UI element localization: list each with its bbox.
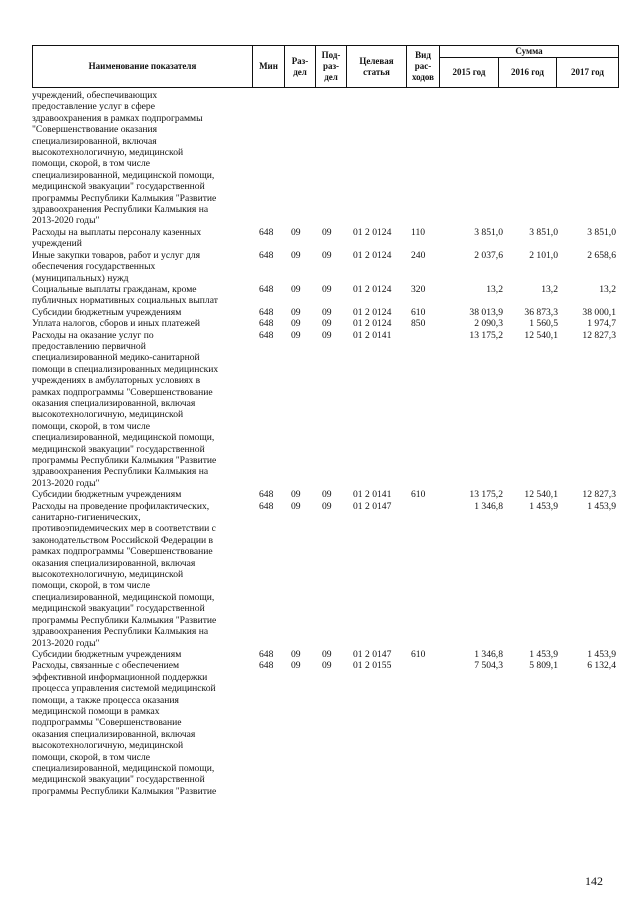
header-min: Мин bbox=[253, 46, 285, 88]
row-target-article: 01 2 0141 bbox=[353, 489, 392, 501]
row-expense-type: 610 bbox=[411, 489, 426, 501]
header-razdel: Раз- дел bbox=[285, 46, 316, 88]
row-name: Субсидии бюджетным учреждениям bbox=[32, 306, 182, 318]
row-expense-type: 110 bbox=[411, 226, 426, 238]
table-row bbox=[32, 489, 622, 500]
row-sum-2016: 1 453,9 bbox=[529, 648, 558, 660]
row-min: 648 bbox=[259, 660, 274, 672]
row-sum-2016: 1 453,9 bbox=[529, 500, 558, 512]
header-summa: Сумма bbox=[440, 46, 619, 58]
row-sum-2017: 6 132,4 bbox=[587, 660, 616, 672]
row-podrazdel: 09 bbox=[322, 500, 332, 512]
row-podrazdel: 09 bbox=[322, 660, 332, 672]
row-name: Социальные выплаты гражданам, кроме публичных нормативных социальных выплат bbox=[32, 283, 218, 307]
row-expense-type: 610 bbox=[411, 306, 426, 318]
row-name: Субсидии бюджетным учреждениям bbox=[32, 489, 182, 501]
row-podrazdel: 09 bbox=[322, 249, 332, 261]
row-razdel: 09 bbox=[291, 660, 301, 672]
row-podrazdel: 09 bbox=[322, 329, 332, 341]
row-razdel: 09 bbox=[291, 329, 301, 341]
row-min: 648 bbox=[259, 306, 274, 318]
header-2016: 2016 год bbox=[499, 58, 557, 88]
row-razdel: 09 bbox=[291, 249, 301, 261]
row-podrazdel: 09 bbox=[322, 283, 332, 295]
row-min: 648 bbox=[259, 226, 274, 238]
header-cs: Целевая статья bbox=[347, 46, 407, 88]
row-name: Субсидии бюджетным учреждениям bbox=[32, 648, 182, 660]
row-name: Уплата налогов, сборов и иных платежей bbox=[32, 318, 201, 330]
row-sum-2015: 1 346,8 bbox=[474, 500, 503, 512]
row-sum-2017: 1 453,9 bbox=[587, 500, 616, 512]
row-sum-2017: 13,2 bbox=[599, 283, 616, 295]
row-target-article: 01 2 0147 bbox=[353, 500, 392, 512]
row-sum-2017: 2 658,6 bbox=[587, 249, 616, 261]
row-min: 648 bbox=[259, 489, 274, 501]
row-razdel: 09 bbox=[291, 648, 301, 660]
row-sum-2015: 13 175,2 bbox=[469, 489, 503, 501]
row-target-article: 01 2 0124 bbox=[353, 283, 392, 295]
row-podrazdel: 09 bbox=[322, 306, 332, 318]
row-sum-2015: 1 346,8 bbox=[474, 648, 503, 660]
row-name: Расходы, связанные с обеспечением эффективной информационной поддержки процесса управления системой медицинской помощи, а также процесса оказания медицинской помощи в рамках подпрограммы "Совершенствование оказания специализированной, включая высокотехнологичную, медицинской помощи, скорой, в том числе специализированной, медицинской помощи, медицинской эвакуации" государственной программы Республики Калмыкия "Развитие bbox=[32, 660, 217, 797]
table-row bbox=[32, 660, 622, 797]
row-podrazdel: 09 bbox=[322, 226, 332, 238]
table-row bbox=[32, 318, 622, 329]
row-target-article: 01 2 0124 bbox=[353, 306, 392, 318]
header-2017: 2017 год bbox=[557, 58, 619, 88]
table-row bbox=[32, 90, 622, 227]
row-podrazdel: 09 bbox=[322, 489, 332, 501]
row-sum-2015: 3 851,0 bbox=[474, 226, 503, 238]
header-2015: 2015 год bbox=[440, 58, 499, 88]
row-expense-type: 610 bbox=[411, 648, 426, 660]
row-razdel: 09 bbox=[291, 283, 301, 295]
row-razdel: 09 bbox=[291, 489, 301, 501]
row-min: 648 bbox=[259, 283, 274, 295]
page-number: 142 bbox=[585, 874, 603, 888]
row-razdel: 09 bbox=[291, 306, 301, 318]
row-sum-2016: 36 873,3 bbox=[524, 306, 558, 318]
row-target-article: 01 2 0124 bbox=[353, 318, 392, 330]
row-min: 648 bbox=[259, 648, 274, 660]
row-min: 648 bbox=[259, 329, 274, 341]
row-sum-2015: 7 504,3 bbox=[474, 660, 503, 672]
row-razdel: 09 bbox=[291, 318, 301, 330]
row-sum-2017: 12 827,3 bbox=[582, 329, 616, 341]
row-min: 648 bbox=[259, 249, 274, 261]
header-vr: Вид рас- ходов bbox=[407, 46, 440, 88]
row-expense-type: 320 bbox=[411, 283, 426, 295]
row-sum-2016: 3 851,0 bbox=[529, 226, 558, 238]
row-name: Расходы на оказание услуг по предоставлению первичной специализированной медико-санитарной помощи в специализированных медицинских учреждениях в амбулаторных условиях в рамках подпрограммы "Совершенствование оказания специализированной, включая высокотехнологичную, медицинской помощи, скорой, в том числе специализированной, медицинской помощи, медицинской эвакуации" государственной программы Республики Калмыкия "Развитие здравоохранения Республики Калмыкия на 2013-2020 годы" bbox=[32, 329, 219, 489]
row-razdel: 09 bbox=[291, 226, 301, 238]
table-header bbox=[32, 45, 619, 88]
row-min: 648 bbox=[259, 500, 274, 512]
row-expense-type: 850 bbox=[411, 318, 426, 330]
header-podrazdel: Под- раз- дел bbox=[316, 46, 347, 88]
row-sum-2017: 3 851,0 bbox=[587, 226, 616, 238]
row-sum-2015: 13 175,2 bbox=[469, 329, 503, 341]
row-sum-2016: 12 540,1 bbox=[524, 489, 558, 501]
row-sum-2015: 13,2 bbox=[486, 283, 503, 295]
row-sum-2015: 2 090,3 bbox=[474, 318, 503, 330]
row-sum-2017: 1 974,7 bbox=[587, 318, 616, 330]
table-row bbox=[32, 227, 622, 250]
row-target-article: 01 2 0124 bbox=[353, 249, 392, 261]
row-sum-2016: 5 809,1 bbox=[529, 660, 558, 672]
row-sum-2016: 1 560,5 bbox=[529, 318, 558, 330]
row-name: учреждений, обеспечивающих предоставление услуг в сфере здравоохранения в рамках подпрограммы "Совершенствование оказания специализированной, включая высокотехнологичную, медицинской помощи, скорой, в том числе специализированной, медицинской помощи, медицинской эвакуации" государственной программы Республики Калмыкия "Развитие здравоохранения Республики Калмыкия на 2013-2020 годы" bbox=[32, 90, 217, 227]
row-sum-2017: 12 827,3 bbox=[582, 489, 616, 501]
row-sum-2017: 1 453,9 bbox=[587, 648, 616, 660]
table-row bbox=[32, 307, 622, 318]
row-sum-2016: 2 101,0 bbox=[529, 249, 558, 261]
row-name: Иные закупки товаров, работ и услуг для обеспечения государственных (муниципальных) нужд bbox=[32, 249, 201, 284]
row-sum-2015: 2 037,6 bbox=[474, 249, 503, 261]
row-min: 648 bbox=[259, 318, 274, 330]
row-razdel: 09 bbox=[291, 500, 301, 512]
row-expense-type: 240 bbox=[411, 249, 426, 261]
table-body bbox=[32, 90, 622, 797]
row-podrazdel: 09 bbox=[322, 318, 332, 330]
row-sum-2017: 38 000,1 bbox=[582, 306, 616, 318]
header-name: Наименование показателя bbox=[33, 46, 253, 88]
row-target-article: 01 2 0141 bbox=[353, 329, 392, 341]
row-target-article: 01 2 0147 bbox=[353, 648, 392, 660]
table-row bbox=[32, 284, 622, 307]
row-name: Расходы на проведение профилактических, санитарно-гигиенических, противоэпидемических мер в соответствии с законодательством Российской Федерации в рамках подпрограммы "Совершенствование оказания специализированной, включая высокотехнологичную, медицинской помощи, скорой, в том числе специализированной, медицинской помощи, медицинской эвакуации" государственной программы Республики Калмыкия "Развитие здравоохранения Республики Калмыкия на 2013-2020 годы" bbox=[32, 500, 217, 649]
row-sum-2015: 38 013,9 bbox=[469, 306, 503, 318]
table-row bbox=[32, 330, 622, 490]
table-row bbox=[32, 649, 622, 660]
row-sum-2016: 12 540,1 bbox=[524, 329, 558, 341]
row-sum-2016: 13,2 bbox=[541, 283, 558, 295]
row-name: Расходы на выплаты персоналу казенных учреждений bbox=[32, 226, 202, 250]
row-podrazdel: 09 bbox=[322, 648, 332, 660]
row-target-article: 01 2 0155 bbox=[353, 660, 392, 672]
table-row bbox=[32, 250, 622, 284]
row-target-article: 01 2 0124 bbox=[353, 226, 392, 238]
table-row bbox=[32, 501, 622, 649]
